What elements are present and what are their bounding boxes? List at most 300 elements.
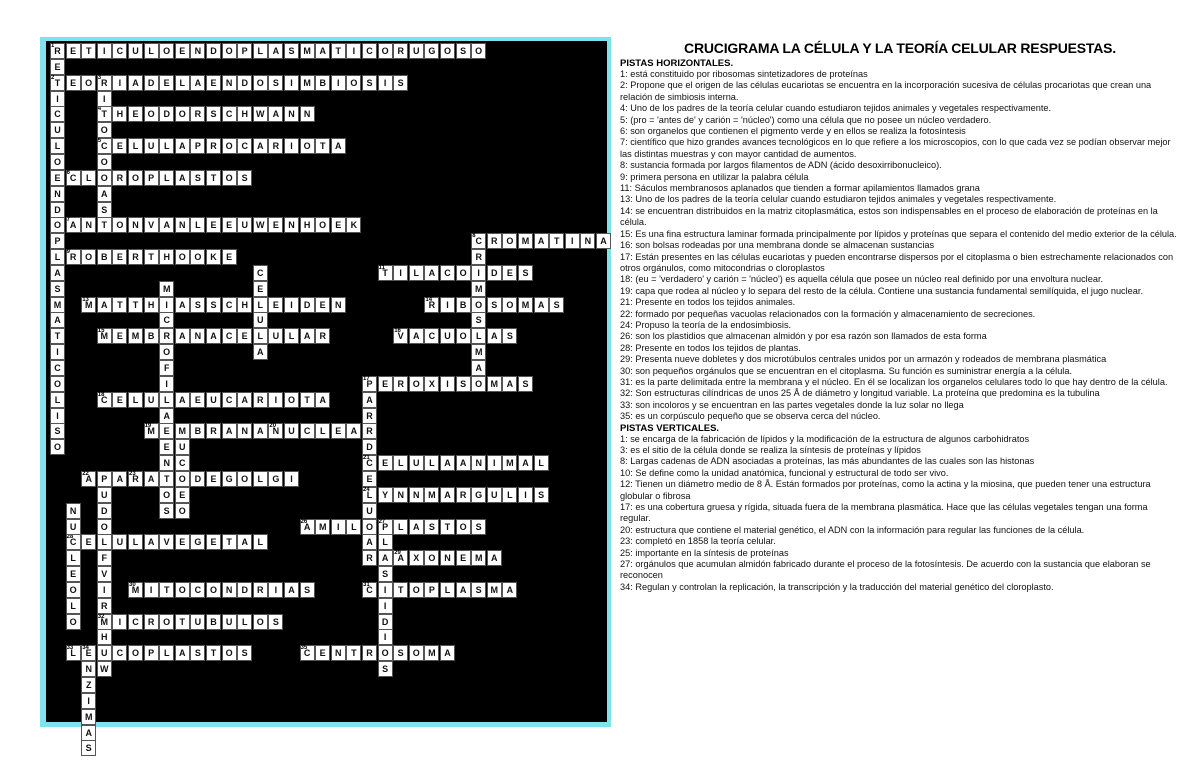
crossword-cell[interactable] [456,455,471,471]
crossword-cell[interactable] [253,281,268,297]
crossword-cell[interactable] [471,487,486,503]
crossword-cell[interactable] [284,392,299,408]
crossword-cell[interactable] [393,328,408,344]
crossword-cell[interactable] [144,106,159,122]
crossword-cell[interactable] [424,376,439,392]
crossword-cell[interactable] [206,614,221,630]
crossword-cell[interactable] [128,43,143,59]
crossword-cell[interactable] [346,43,361,59]
crossword-cell[interactable] [378,582,393,598]
crossword-cell[interactable] [50,154,65,170]
crossword-cell[interactable] [284,471,299,487]
crossword-cell[interactable] [175,582,190,598]
crossword-cell[interactable] [175,217,190,233]
crossword-cell[interactable] [471,43,486,59]
crossword-cell[interactable] [378,534,393,550]
crossword-cell[interactable] [50,265,65,281]
crossword-cell[interactable] [159,297,174,313]
crossword-cell[interactable] [300,392,315,408]
crossword-cell[interactable] [315,217,330,233]
crossword-cell[interactable] [112,106,127,122]
crossword-cell[interactable] [393,43,408,59]
crossword-cell[interactable] [502,233,517,249]
crossword-cell[interactable] [144,645,159,661]
crossword-cell[interactable] [159,106,174,122]
crossword-cell[interactable] [471,519,486,535]
crossword-cell[interactable] [159,281,174,297]
crossword-cell[interactable] [253,312,268,328]
crossword-cell[interactable] [159,471,174,487]
crossword-cell[interactable] [175,471,190,487]
crossword-cell[interactable] [144,170,159,186]
crossword-cell[interactable] [393,487,408,503]
crossword-cell[interactable] [378,519,393,535]
crossword-cell[interactable] [97,297,112,313]
crossword-cell[interactable] [190,138,205,154]
crossword-cell[interactable] [346,75,361,91]
crossword-cell[interactable] [50,297,65,313]
crossword-cell[interactable] [128,138,143,154]
crossword-cell[interactable] [315,297,330,313]
crossword-cell[interactable] [268,75,283,91]
crossword-cell[interactable] [159,439,174,455]
crossword-cell[interactable] [237,328,252,344]
crossword-cell[interactable] [253,344,268,360]
crossword-cell[interactable] [456,265,471,281]
crossword-cell[interactable] [331,43,346,59]
crossword-cell[interactable] [331,297,346,313]
crossword-cell[interactable] [440,582,455,598]
crossword-cell[interactable] [175,534,190,550]
crossword-cell[interactable] [128,170,143,186]
crossword-cell[interactable] [190,423,205,439]
crossword-cell[interactable] [190,582,205,598]
crossword-cell[interactable] [471,281,486,297]
crossword-cell[interactable] [393,645,408,661]
crossword-cell[interactable] [222,170,237,186]
crossword-cell[interactable] [144,43,159,59]
crossword-cell[interactable] [66,614,81,630]
crossword-cell[interactable] [346,519,361,535]
crossword-cell[interactable] [424,645,439,661]
crossword-cell[interactable] [580,233,595,249]
crossword-cell[interactable] [331,519,346,535]
crossword-cell[interactable] [128,106,143,122]
crossword-cell[interactable] [50,106,65,122]
crossword-cell[interactable] [128,392,143,408]
crossword-cell[interactable] [331,645,346,661]
crossword-cell[interactable] [440,328,455,344]
crossword-cell[interactable] [471,312,486,328]
crossword-cell[interactable] [237,217,252,233]
crossword-cell[interactable] [190,106,205,122]
crossword-cell[interactable] [50,186,65,202]
crossword-cell[interactable] [284,297,299,313]
crossword-cell[interactable] [409,328,424,344]
crossword-cell[interactable] [487,376,502,392]
crossword-cell[interactable] [112,170,127,186]
crossword-cell[interactable] [190,75,205,91]
crossword-cell[interactable] [66,170,81,186]
crossword-cell[interactable] [471,265,486,281]
crossword-cell[interactable] [159,582,174,598]
crossword-cell[interactable] [487,297,502,313]
crossword-cell[interactable] [378,645,393,661]
crossword-cell[interactable] [144,392,159,408]
crossword-cell[interactable] [50,312,65,328]
crossword-cell[interactable] [362,471,377,487]
crossword-cell[interactable] [222,423,237,439]
crossword-cell[interactable] [378,376,393,392]
crossword-cell[interactable] [284,106,299,122]
crossword-cell[interactable] [549,233,564,249]
crossword-cell[interactable] [315,43,330,59]
crossword-cell[interactable] [409,645,424,661]
crossword-cell[interactable] [502,297,517,313]
crossword-cell[interactable] [487,487,502,503]
crossword-cell[interactable] [393,265,408,281]
crossword-cell[interactable] [159,344,174,360]
crossword-cell[interactable] [315,519,330,535]
crossword-cell[interactable] [97,471,112,487]
crossword-cell[interactable] [66,503,81,519]
crossword-cell[interactable] [66,519,81,535]
crossword-cell[interactable] [456,297,471,313]
crossword-cell[interactable] [440,550,455,566]
crossword-cell[interactable] [409,519,424,535]
crossword-cell[interactable] [362,392,377,408]
crossword-cell[interactable] [50,59,65,75]
crossword-cell[interactable] [81,170,96,186]
crossword-cell[interactable] [206,534,221,550]
crossword-cell[interactable] [378,614,393,630]
crossword-cell[interactable] [362,43,377,59]
crossword-cell[interactable] [424,328,439,344]
crossword-cell[interactable] [222,614,237,630]
crossword-cell[interactable] [81,693,96,709]
crossword-cell[interactable] [159,170,174,186]
crossword-cell[interactable] [222,392,237,408]
crossword-cell[interactable] [66,550,81,566]
crossword-cell[interactable] [300,423,315,439]
crossword-cell[interactable] [346,423,361,439]
crossword-cell[interactable] [534,233,549,249]
crossword-cell[interactable] [222,249,237,265]
crossword-cell[interactable] [81,645,96,661]
crossword-cell[interactable] [268,423,283,439]
crossword-cell[interactable] [128,328,143,344]
crossword-cell[interactable] [97,106,112,122]
crossword-cell[interactable] [222,534,237,550]
crossword-cell[interactable] [97,202,112,218]
crossword-cell[interactable] [300,43,315,59]
crossword-cell[interactable] [315,138,330,154]
crossword-cell[interactable] [159,360,174,376]
crossword-cell[interactable] [268,297,283,313]
crossword-cell[interactable] [471,582,486,598]
crossword-cell[interactable] [112,614,127,630]
crossword-cell[interactable] [97,582,112,598]
crossword-cell[interactable] [50,217,65,233]
crossword-cell[interactable] [440,297,455,313]
crossword-cell[interactable] [112,392,127,408]
crossword-cell[interactable] [97,614,112,630]
crossword-cell[interactable] [112,249,127,265]
crossword-cell[interactable] [300,217,315,233]
crossword-cell[interactable] [253,534,268,550]
crossword-cell[interactable] [456,582,471,598]
crossword-cell[interactable] [159,645,174,661]
crossword-cell[interactable] [409,43,424,59]
crossword-cell[interactable] [471,233,486,249]
crossword-cell[interactable] [440,487,455,503]
crossword-cell[interactable] [237,297,252,313]
crossword-cell[interactable] [409,582,424,598]
crossword-cell[interactable] [190,217,205,233]
crossword-cell[interactable] [362,423,377,439]
crossword-cell[interactable] [534,487,549,503]
crossword-cell[interactable] [97,328,112,344]
crossword-cell[interactable] [268,328,283,344]
crossword-cell[interactable] [81,725,96,741]
crossword-cell[interactable] [159,312,174,328]
crossword-cell[interactable] [159,503,174,519]
crossword-cell[interactable] [128,645,143,661]
crossword-cell[interactable] [144,249,159,265]
crossword-cell[interactable] [549,297,564,313]
crossword-cell[interactable] [66,75,81,91]
crossword-cell[interactable] [440,455,455,471]
crossword-cell[interactable] [268,471,283,487]
crossword-cell[interactable] [128,471,143,487]
crossword-cell[interactable] [300,75,315,91]
crossword-cell[interactable] [144,534,159,550]
crossword-cell[interactable] [424,582,439,598]
crossword-cell[interactable] [378,566,393,582]
crossword-cell[interactable] [222,645,237,661]
crossword-cell[interactable] [66,249,81,265]
crossword-cell[interactable] [300,519,315,535]
crossword-cell[interactable] [284,328,299,344]
crossword-cell[interactable] [253,217,268,233]
crossword-cell[interactable] [81,249,96,265]
crossword-cell[interactable] [393,582,408,598]
crossword-cell[interactable] [487,455,502,471]
crossword-cell[interactable] [97,566,112,582]
crossword-cell[interactable] [112,297,127,313]
crossword-cell[interactable] [159,376,174,392]
crossword-cell[interactable] [222,297,237,313]
crossword-cell[interactable] [159,138,174,154]
crossword-cell[interactable] [222,138,237,154]
crossword-cell[interactable] [97,487,112,503]
crossword-cell[interactable] [112,75,127,91]
crossword-cell[interactable] [144,471,159,487]
crossword-cell[interactable] [378,455,393,471]
crossword-cell[interactable] [128,297,143,313]
crossword-cell[interactable] [206,392,221,408]
crossword-cell[interactable] [128,534,143,550]
crossword-cell[interactable] [206,471,221,487]
crossword-cell[interactable] [81,740,96,756]
crossword-cell[interactable] [159,455,174,471]
crossword-cell[interactable] [97,645,112,661]
crossword-cell[interactable] [253,265,268,281]
crossword-cell[interactable] [112,217,127,233]
crossword-cell[interactable] [175,423,190,439]
crossword-cell[interactable] [300,645,315,661]
crossword-cell[interactable] [253,423,268,439]
crossword-cell[interactable] [190,297,205,313]
crossword-cell[interactable] [206,582,221,598]
crossword-cell[interactable] [331,217,346,233]
crossword-cell[interactable] [409,455,424,471]
crossword-cell[interactable] [50,249,65,265]
crossword-cell[interactable] [471,249,486,265]
crossword-cell[interactable] [50,360,65,376]
crossword-cell[interactable] [268,614,283,630]
crossword-cell[interactable] [393,75,408,91]
crossword-cell[interactable] [424,550,439,566]
crossword-cell[interactable] [66,598,81,614]
crossword-cell[interactable] [50,170,65,186]
crossword-cell[interactable] [237,423,252,439]
crossword-cell[interactable] [300,328,315,344]
crossword-cell[interactable] [502,487,517,503]
crossword-cell[interactable] [144,614,159,630]
crossword-cell[interactable] [378,598,393,614]
crossword-cell[interactable] [237,170,252,186]
crossword-cell[interactable] [237,534,252,550]
crossword-cell[interactable] [50,281,65,297]
crossword-cell[interactable] [440,265,455,281]
crossword-cell[interactable] [97,550,112,566]
crossword-cell[interactable] [362,455,377,471]
crossword-cell[interactable] [159,328,174,344]
crossword-cell[interactable] [66,43,81,59]
crossword-cell[interactable] [97,154,112,170]
crossword-cell[interactable] [487,233,502,249]
crossword-cell[interactable] [487,582,502,598]
crossword-cell[interactable] [456,43,471,59]
crossword-cell[interactable] [502,376,517,392]
crossword-cell[interactable] [440,645,455,661]
crossword-cell[interactable] [409,487,424,503]
crossword-cell[interactable] [471,455,486,471]
crossword-cell[interactable] [112,534,127,550]
crossword-cell[interactable] [128,614,143,630]
crossword-cell[interactable] [81,661,96,677]
crossword-cell[interactable] [300,297,315,313]
crossword-cell[interactable] [409,265,424,281]
crossword-cell[interactable] [502,455,517,471]
crossword-cell[interactable] [237,582,252,598]
crossword-cell[interactable] [190,328,205,344]
crossword-cell[interactable] [97,519,112,535]
crossword-cell[interactable] [409,550,424,566]
crossword-cell[interactable] [97,91,112,107]
crossword-cell[interactable] [206,43,221,59]
crossword-cell[interactable] [222,75,237,91]
crossword-cell[interactable] [253,138,268,154]
crossword-cell[interactable] [315,645,330,661]
crossword-cell[interactable] [237,43,252,59]
crossword-cell[interactable] [253,106,268,122]
crossword-cell[interactable] [159,534,174,550]
crossword-cell[interactable] [237,392,252,408]
crossword-cell[interactable] [518,233,533,249]
crossword-cell[interactable] [596,233,611,249]
crossword-cell[interactable] [175,249,190,265]
crossword-cell[interactable] [534,297,549,313]
crossword-cell[interactable] [331,423,346,439]
crossword-cell[interactable] [518,487,533,503]
crossword-cell[interactable] [112,328,127,344]
crossword-cell[interactable] [190,43,205,59]
crossword-cell[interactable] [175,455,190,471]
crossword-cell[interactable] [378,550,393,566]
crossword-cell[interactable] [175,645,190,661]
crossword-cell[interactable] [97,629,112,645]
crossword-cell[interactable] [315,423,330,439]
crossword-cell[interactable] [175,43,190,59]
crossword-cell[interactable] [487,550,502,566]
crossword-cell[interactable] [253,471,268,487]
crossword-cell[interactable] [81,471,96,487]
crossword-cell[interactable] [378,487,393,503]
crossword-cell[interactable] [268,582,283,598]
crossword-cell[interactable] [128,217,143,233]
crossword-cell[interactable] [128,75,143,91]
crossword-cell[interactable] [50,138,65,154]
crossword-cell[interactable] [518,376,533,392]
crossword-cell[interactable] [190,534,205,550]
crossword-cell[interactable] [362,376,377,392]
crossword-cell[interactable] [284,582,299,598]
crossword-cell[interactable] [50,423,65,439]
crossword-cell[interactable] [300,138,315,154]
crossword-cell[interactable] [175,106,190,122]
crossword-cell[interactable] [97,661,112,677]
crossword-cell[interactable] [206,75,221,91]
crossword-cell[interactable] [81,677,96,693]
crossword-cell[interactable] [502,582,517,598]
crossword-cell[interactable] [424,487,439,503]
crossword-cell[interactable] [175,503,190,519]
crossword-cell[interactable] [206,249,221,265]
crossword-cell[interactable] [97,598,112,614]
crossword-cell[interactable] [159,249,174,265]
crossword-cell[interactable] [159,614,174,630]
crossword-cell[interactable] [97,503,112,519]
crossword-cell[interactable] [206,170,221,186]
crossword-cell[interactable] [50,439,65,455]
crossword-cell[interactable] [144,328,159,344]
crossword-cell[interactable] [175,614,190,630]
crossword-cell[interactable] [378,43,393,59]
crossword-cell[interactable] [81,297,96,313]
crossword-cell[interactable] [222,43,237,59]
crossword-cell[interactable] [175,138,190,154]
crossword-cell[interactable] [66,566,81,582]
crossword-cell[interactable] [175,75,190,91]
crossword-cell[interactable] [112,645,127,661]
crossword-cell[interactable] [362,487,377,503]
crossword-cell[interactable] [50,91,65,107]
crossword-cell[interactable] [190,249,205,265]
crossword-cell[interactable] [440,43,455,59]
crossword-cell[interactable] [206,138,221,154]
